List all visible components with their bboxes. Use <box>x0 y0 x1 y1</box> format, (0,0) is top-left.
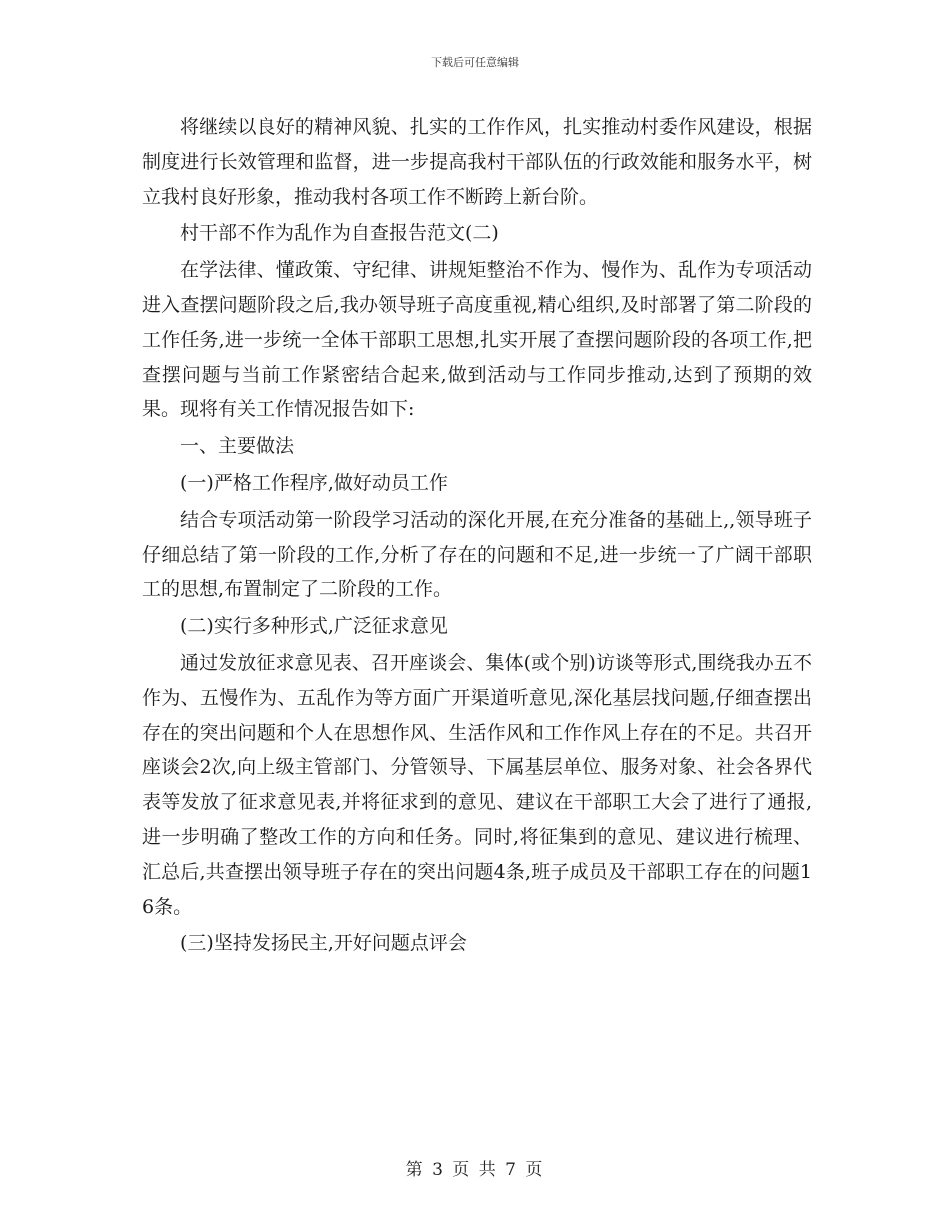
paragraph-6: 结合专项活动第一阶段学习活动的深化开展,在充分准备的基础上,,领导班子仔细总结了第一阶段的工作,分析了存在的问题和不足,进一步统一了广阔干部职工的思想,布置制定了二阶段的工作。 <box>142 508 812 601</box>
heading-main-practices: 一、主要做法 <box>180 435 295 458</box>
section-title-2: 村干部不作为乱作为自查报告范文(二) <box>180 222 499 245</box>
subheading-1: (一)严格工作程序,做好动员工作 <box>180 471 448 494</box>
page-number: 第 3 页 共 7 页 <box>405 1160 545 1180</box>
document-body <box>142 110 812 961</box>
paragraph-3: 在学法律、懂政策、守纪律、讲规矩整治不作为、慢作为、乱作为专项活动进入查摆问题阶段之后,我办领导班子高度重视,精心组织,及时部署了第二阶段的工作任务,进一步统一全体干部职工思想,扎实开展了查摆问题阶段的各项工作,把查摆问题与当前工作紧密结合起来,做到活动与工作同步推动,达到了预期的效果。现将有关工作情况报告如下: <box>142 259 812 421</box>
paragraph-8: 通过发放征求意见表、召开座谈会、集体(或个别)访谈等形式,围绕我办五不作为、五慢作为、五乱作为等方面广开渠道听意见,深化基层找问题,仔细查摆出存在的突出问题和个人在思想作风、生活作风和工作作风上存在的不足。共召开座谈会2次,向上级主管部门、分管领导、下属基层单位、服务对象、社会各界代表等发放了征求意见表,并将征求到的意见、建议在干部职工大会了进行了通报,进一步明确了整改工作的方向和任务。同时,将征集到的意见、建议进行梳理、汇总后,共查摆出领导班子存在的突出问题4条,班子成员及干部职工存在的问题16条。 <box>142 651 812 918</box>
paragraph-1: 将继续以良好的精神风貌、扎实的工作作风，扎实推动村委作风建设，根据制度进行长效管理和监督，进一步提高我村干部队伍的行政效能和服务水平，树立我村良好形象，推动我村各项工作不断跨上新台阶。 <box>142 116 812 208</box>
subheading-2: (二)实行多种形式,广泛征求意见 <box>180 615 448 638</box>
subheading-3: (三)坚持发扬民主,开好问题点评会 <box>180 932 467 955</box>
page-header: 下载后可任意编辑 <box>431 56 519 69</box>
